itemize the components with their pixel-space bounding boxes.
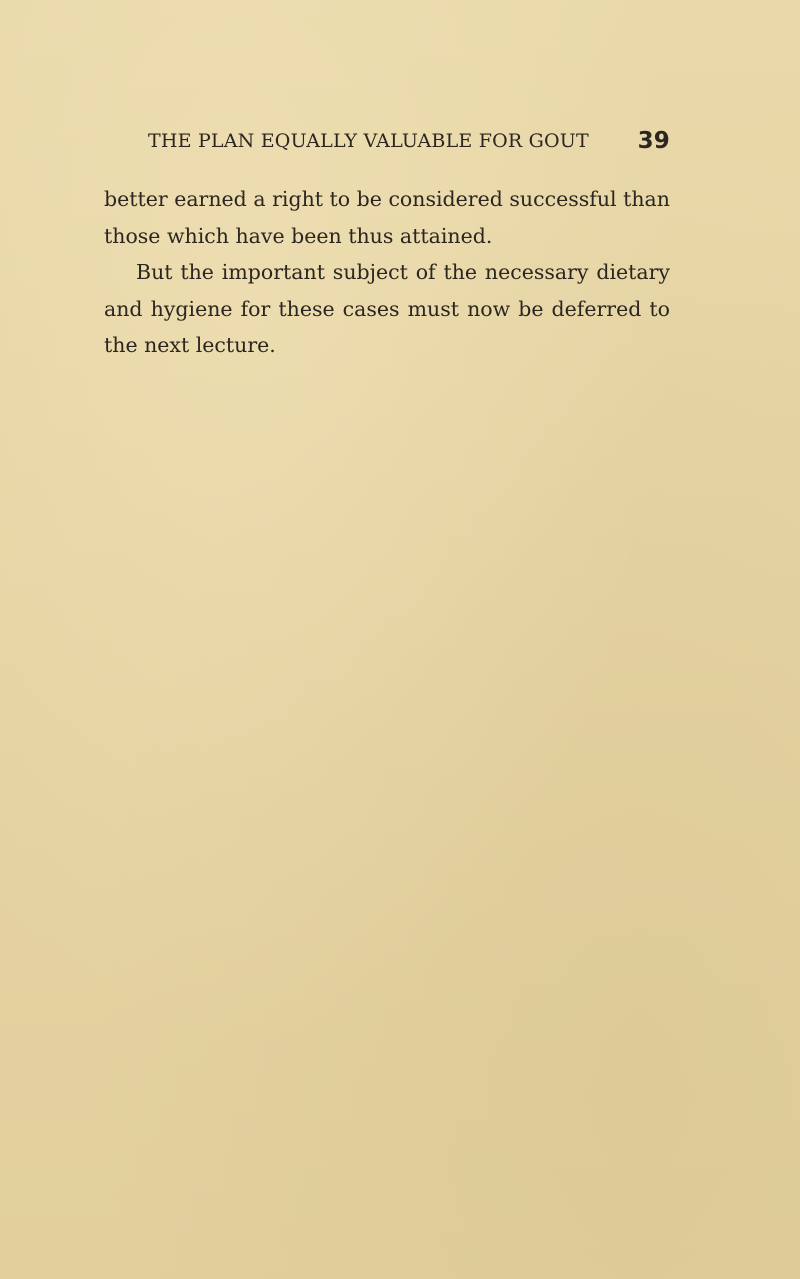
page-number: 39 [637, 128, 670, 154]
running-title: THE PLAN EQUALLY VALUABLE FOR GOUT [148, 130, 589, 152]
running-head [148, 128, 670, 158]
paragraph-continuation: better earned a right to be considered successful than those which have been thus attained. [104, 187, 670, 248]
body-text [104, 181, 670, 364]
paragraph: But the important subject of the necessary dietary and hygiene for these cases must now be deferred to the next lecture. [104, 260, 670, 358]
